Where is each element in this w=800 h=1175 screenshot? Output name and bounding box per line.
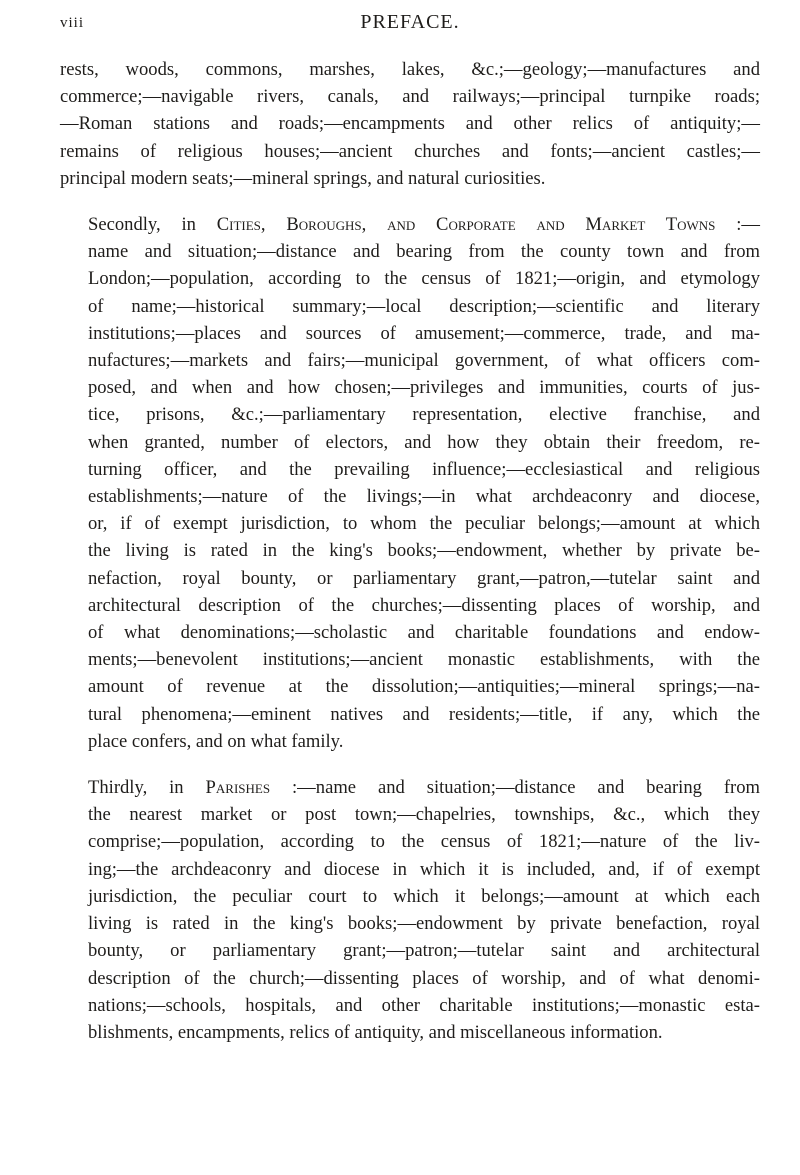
text-line: nations;—schools, hospitals, and other charitable institutions;—monastic esta- [88, 994, 760, 1016]
text-line: comprise;—population, according to the census of 1821;—nature of the liv- [88, 831, 760, 853]
text-line: architectural description of the churches;—dissenting places of worship, and [88, 594, 760, 616]
heading-punctuation: :— [715, 214, 760, 236]
text-line: remains of religious houses;—ancient churches and fonts;—ancient castles;— [60, 140, 760, 162]
heading-continuation: :—name and situation;—distance and bearing from [270, 777, 760, 799]
text-line: bounty, or parliamentary grant;—patron;—tutelar saint and architectural [88, 940, 760, 962]
text-line: description of the church;—dissenting places of worship, and of what denomi- [88, 967, 760, 989]
text-line: the nearest market or post town;—chapelries, townships, &c., which they [88, 804, 760, 826]
paragraph-cities-and-towns [60, 211, 760, 755]
text-line: commerce;—navigable rivers, canals, and railways;—principal turnpike roads; [60, 86, 760, 108]
page-number: viii [60, 15, 85, 31]
text-line: turning officer, and the prevailing influence;—ecclesiastical and religious [88, 458, 760, 480]
paragraph-intro: Secondly, in [88, 214, 217, 236]
text-line: nefaction, royal bounty, or parliamentary grant,—patron,—tutelar saint and [88, 567, 760, 589]
text-line: or, if of exempt jurisdiction, to whom the peculiar belongs;—amount at which [88, 513, 760, 535]
text-line: blishments, encampments, relics of antiquity, and miscellaneous information. [88, 1021, 663, 1043]
paragraph-parishes [60, 774, 760, 1046]
text-line: ing;—the archdeaconry and diocese in which it is included, and, if of exempt [88, 858, 760, 880]
text-line-with-heading [60, 211, 760, 238]
text-line: jurisdiction, the peculiar court to which it belongs;—amount at which each [88, 885, 760, 907]
book-page [60, 0, 760, 1046]
text-line: posed, and when and how chosen;—privileges and immunities, courts of jus- [88, 377, 760, 399]
text-line: nufactures;—markets and fairs;—municipal government, of what officers com- [88, 350, 760, 372]
paragraph-counties-continued [60, 56, 760, 192]
text-line: institutions;—places and sources of amusement;—commerce, trade, and ma- [88, 322, 760, 344]
text-line: of name;—historical summary;—local description;—scientific and literary [88, 295, 760, 317]
section-heading-cities: Cities, Boroughs, and Corporate and Market Towns [216, 214, 716, 236]
text-line: when granted, number of electors, and how they obtain their freedom, re- [88, 431, 760, 453]
text-line: the living is rated in the king's books;—endowment, whether by private be- [88, 540, 760, 562]
text-line: of what denominations;—scholastic and charitable foundations and endow- [88, 622, 760, 644]
page-title: PREFACE. [360, 11, 460, 33]
paragraph-intro: Thirdly, in [88, 777, 206, 799]
section-heading-parishes: Parishes [205, 777, 271, 799]
text-line: —Roman stations and roads;—encampments and other relics of antiquity;— [60, 113, 760, 135]
text-line: establishments;—nature of the livings;—in what archdeaconry and diocese, [88, 486, 760, 508]
text-line: rests, woods, commons, marshes, lakes, &c.;—geology;—manufactures and [60, 59, 760, 80]
text-line: tice, prisons, &c.;—parliamentary representation, elective franchise, and [88, 404, 760, 426]
text-line: name and situation;—distance and bearing from the county town and from [88, 241, 760, 263]
text-line-with-heading [60, 774, 760, 801]
text-line: ments;—benevolent institutions;—ancient monastic establishments, with the [88, 649, 760, 671]
text-line: amount of revenue at the dissolution;—antiquities;—mineral springs;—na- [88, 676, 760, 698]
text-line: place confers, and on what family. [88, 730, 344, 752]
text-line: tural phenomena;—eminent natives and residents;—title, if any, which the [88, 703, 760, 725]
text-line: living is rated in the king's books;—endowment by private benefaction, royal [88, 913, 760, 935]
running-head [60, 0, 760, 40]
text-line: principal modern seats;—mineral springs, and natural curiosities. [60, 167, 546, 189]
text-line: London;—population, according to the census of 1821;—origin, and etymology [88, 268, 760, 290]
